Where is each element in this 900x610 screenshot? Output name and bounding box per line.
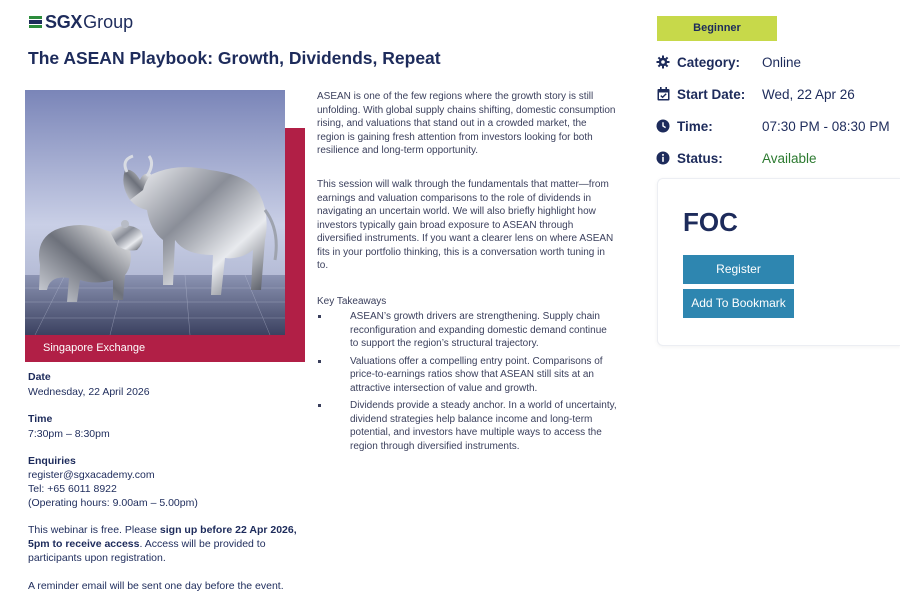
time-row: [656, 115, 896, 137]
hero-caption-text: Singapore Exchange: [43, 342, 146, 354]
logo-sgx-text: SGX: [45, 11, 83, 32]
bullet-icon: [318, 360, 321, 363]
hero-image-bull-bear: [25, 90, 285, 335]
logo-group-text: Group: [83, 11, 134, 32]
start-date-value: Wed, 22 Apr 26: [762, 86, 855, 102]
add-to-bookmark-button[interactable]: Add To Bookmark: [683, 289, 794, 318]
description-paragraph-2: This session will walk through the fundamentals that matter—from earnings and valuation comparisons to the role of dividends in navigating an uncertain world. We will also briefly highlight how investors typically gain broad exposure to ASEAN through diversified instruments. If you want a clearer lens on where ASEAN fits in your portfolio thinking, this is a conversation worth tuning in to.: [317, 179, 614, 271]
status-value: Available: [762, 150, 817, 166]
reminder-note: A reminder email will be sent one day before the event.: [28, 580, 284, 592]
sgx-group-logo[interactable]: [29, 12, 133, 32]
enquiries-email-link[interactable]: register@sgxacademy.com: [28, 469, 155, 481]
register-button[interactable]: Register: [683, 255, 794, 284]
hero-caption-bar: [25, 335, 305, 362]
bullet-icon: [318, 404, 321, 407]
enquiries-label: Enquiries: [28, 455, 76, 467]
clock-icon: [656, 119, 670, 133]
gear-icon: [656, 55, 670, 69]
key-takeaways-list: [317, 310, 617, 457]
category-label: Category:: [677, 54, 741, 70]
time-label-side: Time:: [677, 118, 713, 134]
hero-accent-bar: [285, 128, 305, 362]
sgx-logo-mark-icon: [29, 16, 42, 28]
category-value: Online: [762, 54, 802, 70]
operating-hours: (Operating hours: 9.00am – 5.00pm): [28, 497, 198, 509]
time-value: 7:30pm – 8:30pm: [28, 428, 110, 440]
level-badge: Beginner: [657, 16, 777, 41]
info-icon: [656, 151, 670, 165]
list-item: Dividends provide a steady anchor. In a world of uncertainty, dividend strategies help balance income and long-term potential, and investors have multiple ways to access the region through diversified instruments.: [317, 399, 617, 453]
list-item: Valuations offer a compelling entry point. Comparisons of price-to-earnings ratios show that ASEAN still sits at an attractive intersection of value and growth.: [317, 355, 617, 396]
start-date-row: [656, 83, 896, 105]
list-item: ASEAN’s growth drivers are strengthening. Supply chain reconfiguration and expanding domestic demand continue to support the region’s structural trajectory.: [317, 310, 617, 351]
status-row: [656, 147, 896, 169]
key-takeaways-heading: Key Takeaways: [317, 296, 387, 307]
price-label: FOC: [683, 207, 738, 237]
free-webinar-note: This webinar is free. Please sign up before 22 Apr 2026, 5pm to receive access. Access will be provided to participants upon registration.: [28, 524, 297, 564]
date-label: Date: [28, 371, 51, 383]
calendar-icon: [656, 87, 670, 101]
time-value-side: 07:30 PM - 08:30 PM: [762, 118, 890, 134]
bullet-icon: [318, 315, 321, 318]
enquiries-phone: Tel: +65 6011 8922: [28, 483, 117, 495]
status-label: Status:: [677, 150, 723, 166]
category-row: [656, 51, 896, 73]
page-title: The ASEAN Playbook: Growth, Dividends, Repeat: [28, 48, 441, 68]
time-label: Time: [28, 413, 53, 425]
start-date-label: Start Date:: [677, 86, 746, 102]
description-paragraph-1: ASEAN is one of the few regions where the growth story is still unfolding. With global supply chains shifting, domestic consumption rising, and valuations that stand out in a crowded market, the region is gaining fresh attention from investors looking for both resilience and long-term opportunity.: [317, 91, 616, 156]
date-value: Wednesday, 22 April 2026: [28, 386, 150, 398]
